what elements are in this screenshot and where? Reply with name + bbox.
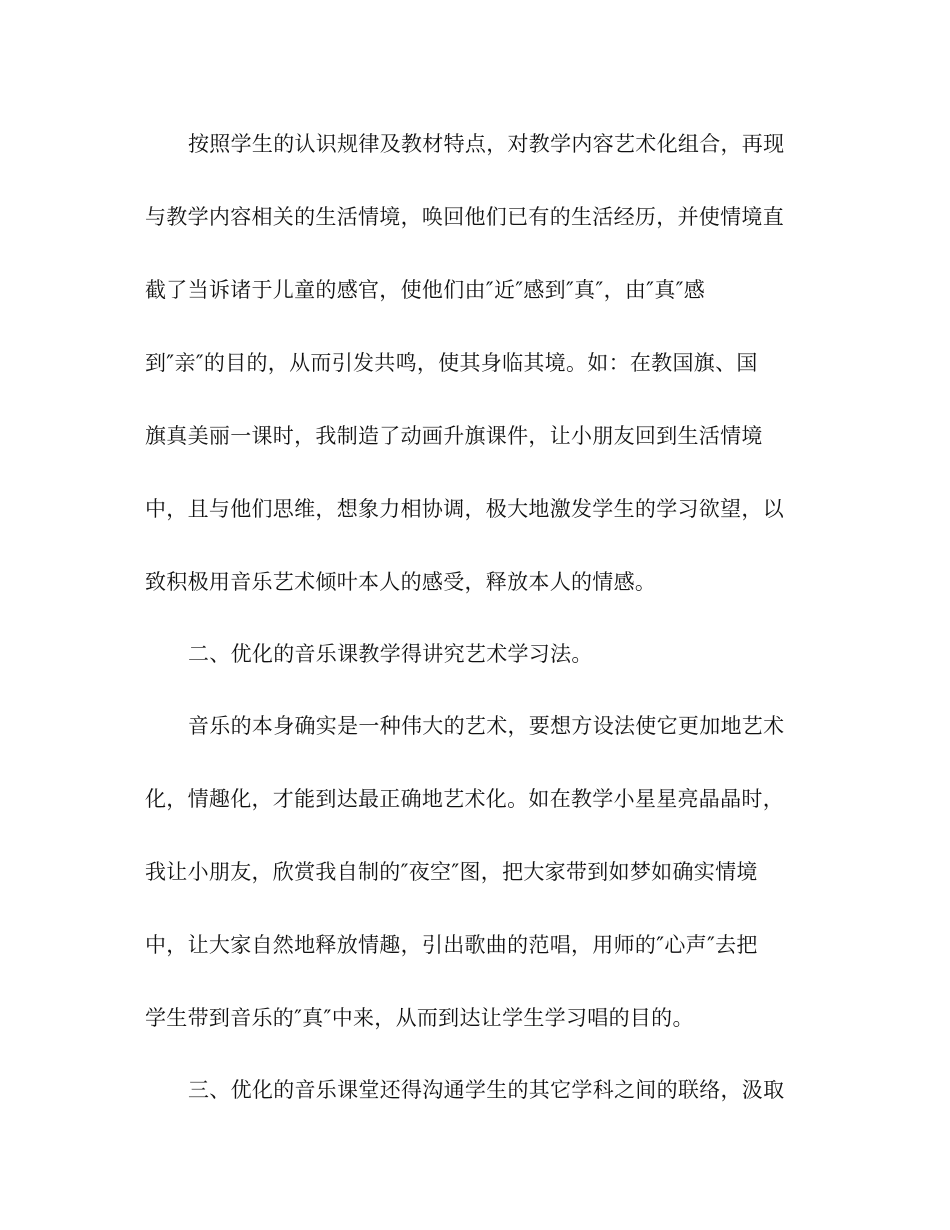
paragraph-line: 按照学生的认识规律及教材特点，对教学内容艺术化组合，再现 bbox=[188, 132, 785, 156]
section-heading: 二、优化的音乐课教学得讲究艺术学习法。 bbox=[188, 642, 593, 666]
section-heading: 三、优化的音乐课堂还得沟通学生的其它学科之间的联络，汲取 bbox=[188, 1078, 785, 1102]
paragraph-line: 化，情趣化，才能到达最正确地艺术化。如在教学小星星亮晶晶时， bbox=[145, 787, 784, 811]
paragraph-line: 截了当诉诸于儿童的感官，使他们由″近″感到″真″，由″真″感 bbox=[145, 278, 706, 302]
paragraph-line: 学生带到音乐的″真″中来，从而到达让学生学习唱的目的。 bbox=[145, 1006, 694, 1030]
paragraph-line: 旗真美丽一课时，我制造了动画升旗课件，让小朋友回到生活情境 bbox=[145, 424, 763, 448]
paragraph-line: 致积极用音乐艺术倾叶本人的感受，释放本人的情感。 bbox=[145, 570, 657, 594]
paragraph-line: 中，让大家自然地释放情趣，引出歌曲的范唱，用师的″心声″去把 bbox=[145, 933, 758, 957]
paragraph-line: 音乐的本身确实是一种伟大的艺术，要想方设法使它更加地艺术 bbox=[188, 714, 785, 738]
paragraph-line: 与教学内容相关的生活情境，唤回他们已有的生活经历，并使情境直 bbox=[145, 205, 784, 229]
paragraph-line: 中，且与他们思维，想象力相协调，极大地激发学生的学习欲望，以 bbox=[145, 497, 784, 521]
paragraph-line: 到″亲″的目的，从而引发共鸣，使其身临其境。如：在教国旗、国 bbox=[145, 351, 758, 375]
paragraph-line: 我让小朋友，欣赏我自制的″夜空″图，把大家带到如梦如确实情境 bbox=[145, 860, 758, 884]
